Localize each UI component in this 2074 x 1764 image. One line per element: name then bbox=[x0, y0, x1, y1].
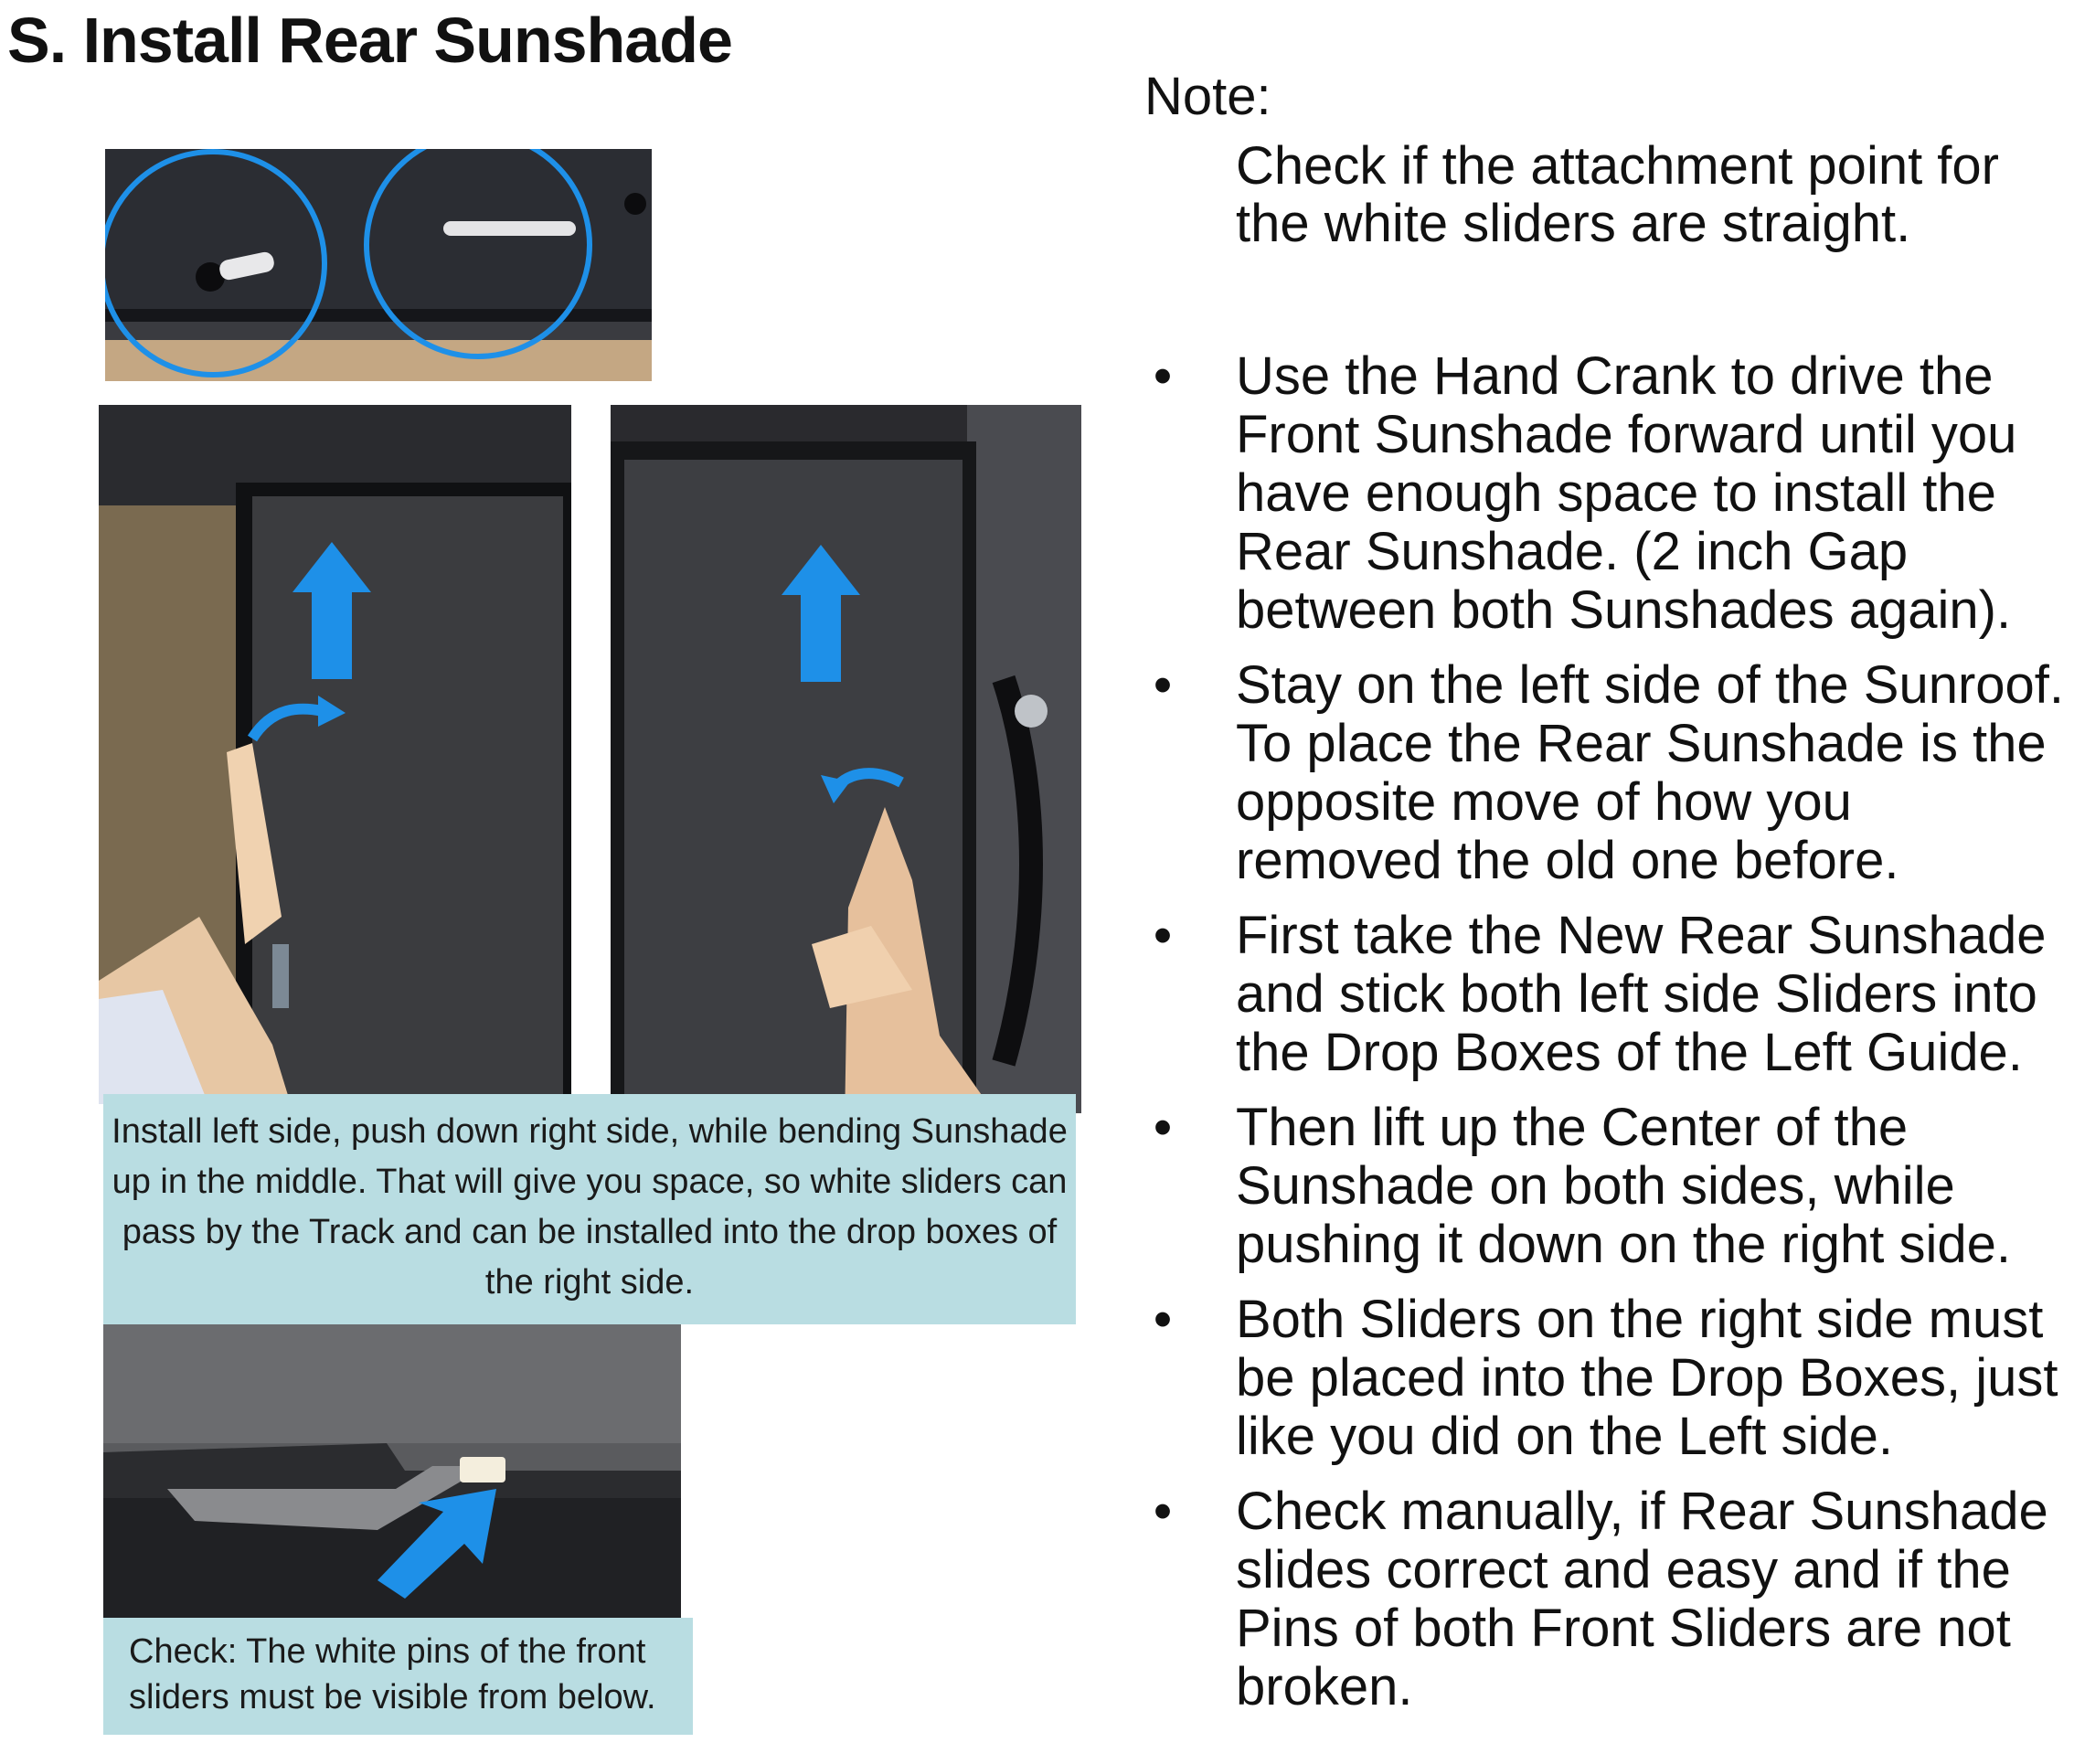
photo-check-below bbox=[103, 1324, 681, 1618]
list-item bbox=[1144, 656, 2072, 890]
bullet-icon: • bbox=[1153, 906, 1173, 965]
step-text: Then lift up the Center of the Sunshade on both sides, while pushing it down on the right side. bbox=[1236, 1098, 2011, 1274]
list-item bbox=[1144, 347, 2072, 640]
bullet-icon: • bbox=[1153, 1482, 1173, 1541]
caption-install-instructions: Install left side, push down right side, while bending Sunshade up in the middle. That will give you space, so white sliders can pass by the Track and can be installed into the drop boxes of the right side. bbox=[103, 1094, 1076, 1324]
caption-check-pins: Check: The white pins of the front sliders must be visible from below. bbox=[103, 1618, 693, 1735]
list-item bbox=[1144, 907, 2072, 1082]
photo-install-left bbox=[99, 405, 571, 1104]
bullet-icon: • bbox=[1153, 1290, 1173, 1349]
step-text: Use the Hand Crank to drive the Front Sunshade forward until you have enough space to install the Rear Sunshade. (2 inch Gap between both Sunshades again). bbox=[1236, 346, 2017, 640]
list-item bbox=[1144, 1291, 2072, 1466]
list-item bbox=[1144, 1099, 2072, 1274]
page-title: S. Install Rear Sunshade bbox=[7, 5, 732, 76]
note-label: Note: bbox=[1144, 67, 1271, 126]
photo-slider-detail bbox=[105, 149, 652, 381]
steps-list bbox=[1144, 347, 2072, 1733]
photo-install-right bbox=[611, 405, 1081, 1113]
step-text: Stay on the left side of the Sunroof. To place the Rear Sunshade is the opposite move of how you removed the old one before. bbox=[1236, 655, 2065, 890]
note-text: Check if the attachment point for the white sliders are straight. bbox=[1236, 136, 1999, 253]
step-text: Both Sliders on the right side must be placed into the Drop Boxes, just like you did on the Left side. bbox=[1236, 1290, 2058, 1466]
bullet-icon: • bbox=[1153, 655, 1173, 715]
step-text: First take the New Rear Sunshade and stick both left side Sliders into the Drop Boxes of the Left Guide. bbox=[1236, 906, 2047, 1082]
list-item bbox=[1144, 1482, 2072, 1716]
step-text: Check manually, if Rear Sunshade slides correct and easy and if the Pins of both Front Sliders are not broken. bbox=[1236, 1482, 2048, 1716]
bullet-icon: • bbox=[1153, 1098, 1173, 1157]
bullet-icon: • bbox=[1153, 346, 1173, 406]
